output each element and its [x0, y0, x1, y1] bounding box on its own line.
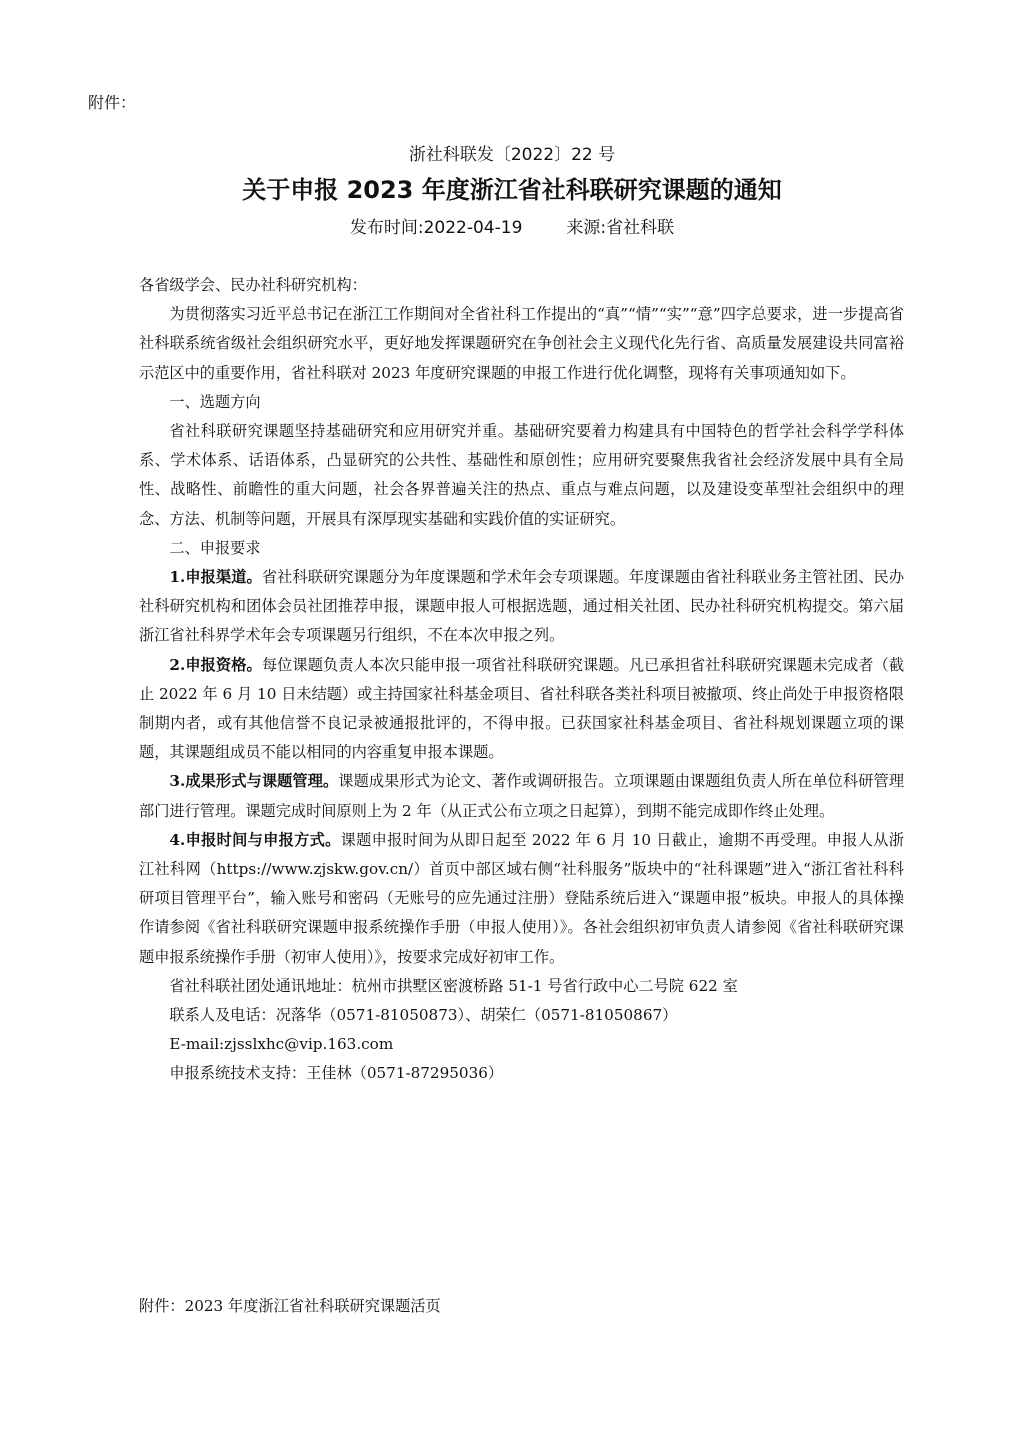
requirement-lead: 2.申报资格。 [169, 655, 262, 674]
salutation: 各省级学会、民办社科研究机构： [139, 276, 367, 294]
requirement-text: 省社科联研究课题分为年度课题和学术年会专项课题。年度课题由省社科联业务主管社团、民办社科研究机构和团体会员社团推荐申报，课题申报人可根据选题，通过相关社团、民办社科研究机构提交。第六届浙江省社科界学术年会专项课题另行组织，不在本次申报之列。 [139, 568, 905, 645]
tech-support: 申报系统技术支持：王佳林（0571-87295036） [169, 1064, 504, 1083]
contact-phone: 联系人及电话：况落华（0571-81050873）、胡荣仁（0571-81050867） [169, 1006, 678, 1025]
document-number: 浙社科联发〔2022〕22 号 [408, 145, 616, 165]
attachment-label: 附件： [88, 93, 137, 112]
attachment-footer: 附件：2023 年度浙江省社科联研究课题活页 [139, 1297, 441, 1315]
intro-paragraph: 为贯彻落实习近平总书记在浙江工作期间对全省社科工作提出的“真”“情”“实”“意”四字总要求，进一步提高省社科联系统省级社会组织研究水平，更好地发挥课题研究在争创社会主义现代化先行省、高质量发展建设共同富裕示范区中的重要作用，省社科联对 2023 年度研究课题的申报工作进行优化调整，现将有关事项通知如下。 [139, 305, 904, 382]
document-title: 关于申报 2023 年度浙江省社科联研究课题的通知 [242, 176, 782, 204]
requirement-item [139, 826, 904, 972]
publish-meta [0, 215, 1024, 241]
contact-email: E-mail:zjsslxhc@vip.163.com [169, 1035, 394, 1054]
requirement-text: 每位课题负责人本次只能申报一项省社科联研究课题。凡已承担省社科联研究课题未完成者（截止 2022 年 6 月 10 日未结题）或主持国家社科基金项目、省社科联各类社科项目被撤项、终止尚处于申报资格限制期内者，或有其他信誉不良记录被通报批评的，不得申报。已获国家社科基金项目、省社科规划课题立项的课题，其课题组成员不能以相同的内容重复申报本课题。 [139, 655, 905, 762]
requirement-text: 课题成果形式为论文、著作或调研报告。立项课题由课题组负责人所在单位科研管理部门进行管理。课题完成时间原则上为 2 年（从正式公布立项之日起算），到期不能完成即作终止处理。 [139, 772, 905, 820]
requirement-text: 课题申报时间为从即日起至 2022 年 6 月 10 日截止，逾期不再受理。申报人从浙江社科网（https://www.zjskw.gov.cn/）首页中部区域右侧“社科服务”版块中的“社科课题”进入“浙江省社科科研项目管理平台”，输入账号和密码（无账号的应先通过注册）登陆系统后进入“课题申报”板块。申报人的具体操作请参阅《省社科联研究课题申报系统操作手册（申报人使用）》。各社会组织初审负责人请参阅《省社科联研究课题申报系统操作手册（初审人使用）》，按要求完成好初审工作。 [139, 830, 904, 966]
source-label: 来源:省社科联 [566, 218, 675, 238]
section-topic-text: 省社科联研究课题坚持基础研究和应用研究并重。基础研究要着力构建具有中国特色的哲学社会科学学科体系、学术体系、话语体系，凸显研究的公共性、基础性和原创性；应用研究要聚焦我省社会经济发展中具有全局性、战略性、前瞻性的重大问题，社会各界普遍关注的热点、重点与难点问题，以及建设变革型社会组织中的理念、方法、机制等问题，开展具有深厚现实基础和实践价值的实证研究。 [139, 422, 904, 528]
contact-address: 省社科联社团处通讯地址：杭州市拱墅区密渡桥路 51-1 号省行政中心二号院 622 室 [169, 976, 738, 995]
requirement-lead: 1.申报渠道。 [169, 568, 262, 587]
section-heading-requirements: 二、申报要求 [169, 538, 261, 557]
requirement-lead: 3.成果形式与课题管理。 [169, 772, 339, 791]
notice-body [139, 271, 904, 1089]
requirement-item [139, 651, 904, 768]
publish-time: 发布时间:2022-04-19 [349, 218, 523, 238]
requirement-item [139, 767, 904, 825]
requirement-item [139, 563, 904, 651]
requirement-lead: 4.申报时间与申报方式。 [169, 830, 341, 849]
section-heading-topic: 一、选题方向 [169, 392, 261, 411]
